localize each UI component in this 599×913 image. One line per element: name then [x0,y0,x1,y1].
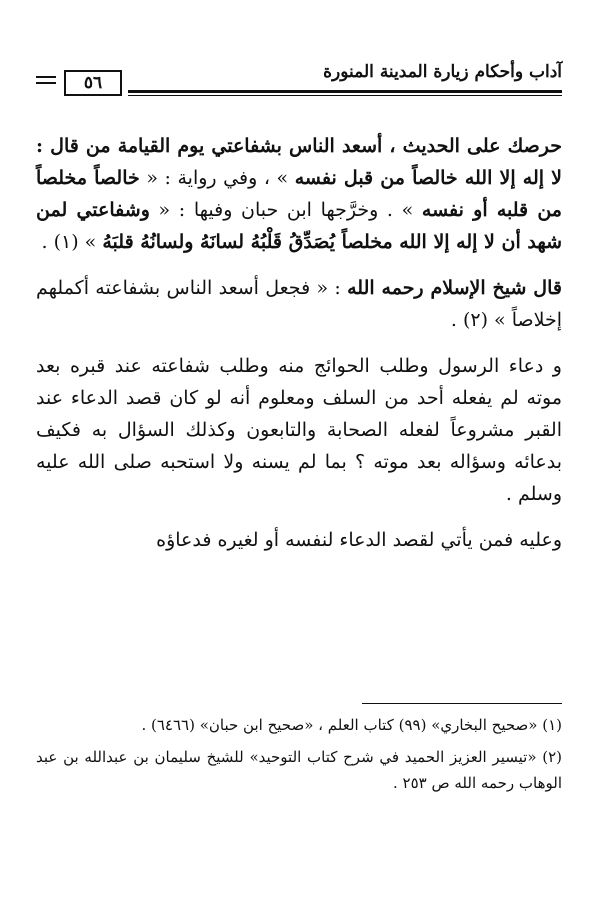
text-span: وشفاعتي لمن شهد أن لا إله إلا الله مخلصاً يُصَدِّقُ قَلْبُهُ لسانَهُ ولسانُهُ قلبَهُ [36,199,562,253]
main-text [36,130,562,570]
text-span: » . وخرَّجها ابن حبان وفيها : « [149,199,422,221]
text-span: وعليه فمن يأتي لقصد الدعاء لنفسه أو لغيره فدعاؤه [156,529,562,551]
text-span: و دعاء الرسول وطلب الحوائج منه وطلب شفاعته عند قبره بعد موته لم يفعله أحد من السلف ومعلوم أنه لو كان قصد الدعاء عند القبر مشروعاً لفعله الصحابة والتابعون وكذلك السؤال به فكيف بدعائه وسؤاله بعد موته ؟ بما لم يسنه ولا استحبه صلى الله عليه وسلم . [36,355,562,505]
footnotes [36,712,562,802]
text-span: : « فجعل أسعد الناس بشفاعته أكملهم إخلاصاً » (٢) . [36,277,562,331]
paragraph [36,130,562,258]
text-span: حرصك على الحديث ، أسعد الناس بشفاعتي يوم القيامة من قال : لا إله إلا الله خالصاً من قبل نفسه [36,135,563,189]
running-title: آداب وأحكام زيارة المدينة المنورة [323,62,562,82]
paragraph [36,350,562,510]
text-span: خالصاً مخلصاً من قلبه أو نفسه [36,167,562,221]
page-header [26,56,562,104]
header-rule [128,90,562,93]
page-number: ٥٦ [64,70,122,96]
paragraph [36,272,562,336]
text-span: » (١) . [41,231,103,253]
footnote: (٢) «تيسير العزيز الحميد في شرح كتاب التوحيد» للشيخ سليمان بن عبدالله بن عبد الوهاب رحمه الله ص ٢٥٣ . [36,748,562,792]
text-span: » ، وفي رواية : « [139,167,295,189]
text-span: قال شيخ الإسلام رحمه الله [347,277,562,299]
header-dash-ornament [36,76,56,84]
header-rule-thin [128,95,562,96]
paragraph [36,524,562,556]
footnote: (١) «صحيح البخاري» (٩٩) كتاب العلم ، «صحيح ابن حبان» (٦٤٦٦) . [141,716,562,734]
footnote-separator [362,703,562,704]
